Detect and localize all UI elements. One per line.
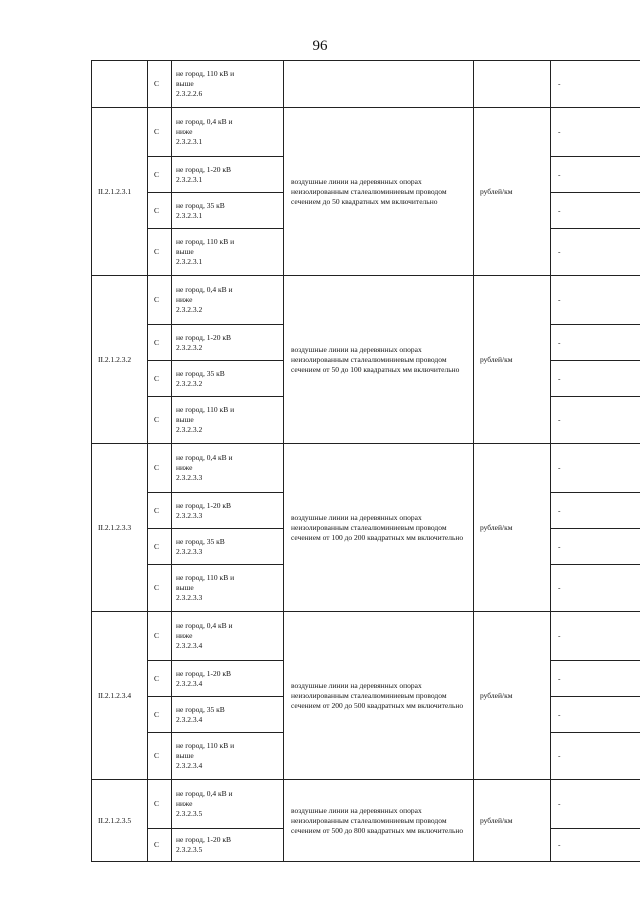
code-cell: II.2.1.2.3.3 (92, 444, 148, 612)
unit-cell: рублей/км (474, 780, 551, 862)
voltage-cell (172, 697, 284, 733)
value-text: - (558, 541, 561, 551)
voltage-line: выше (176, 415, 194, 424)
voltage-cell (172, 444, 284, 493)
voltage-line: выше (176, 79, 194, 88)
voltage-line: не город, 110 кВ и (176, 405, 235, 414)
value-text: - (558, 127, 561, 136)
voltage-cell (172, 565, 284, 612)
voltage-cell (172, 193, 284, 229)
value-text: - (558, 799, 561, 808)
reference-code: 2.3.2.3.5 (176, 809, 203, 818)
voltage-line: ниже (176, 631, 193, 640)
table-row (92, 276, 640, 325)
voltage-cell (172, 780, 284, 829)
value-cell (551, 780, 640, 829)
table-body (92, 61, 640, 862)
voltage-cell (172, 108, 284, 157)
value-cell (551, 733, 640, 780)
value-text: - (558, 415, 561, 424)
reference-code: 2.3.2.3.2 (176, 425, 203, 434)
value-text: - (558, 373, 561, 383)
voltage-cell (172, 157, 284, 193)
reference-code: 2.3.2.3.1 (176, 137, 203, 146)
description-cell: воздушные линии на деревянных опорах неизолированным сталеалюминиевым проводом сечением от 500 до 800 квадратных мм включительно (284, 780, 474, 862)
code-cell: II.2.1.2.3.5 (92, 780, 148, 862)
value-text: - (558, 247, 561, 256)
code-cell: II.2.1.2.3.2 (92, 276, 148, 444)
voltage-line: не город, 110 кВ и (176, 237, 235, 246)
code-cell: II.2.1.2.3.1 (92, 108, 148, 276)
voltage-cell (172, 493, 284, 529)
unit-cell: рублей/км (474, 444, 551, 612)
page-number: 96 (312, 38, 328, 54)
voltage-line: ниже (176, 799, 193, 808)
reference-code: 2.3.2.3.3 (176, 473, 203, 482)
value-text: - (558, 205, 561, 215)
value-text: - (558, 583, 561, 592)
prefix-cell: С (148, 444, 172, 493)
prefix-cell: С (148, 612, 172, 661)
voltage-line: выше (176, 583, 194, 592)
value-text: - (558, 79, 561, 88)
value-cell (551, 661, 640, 697)
description-cell: воздушные линии на деревянных опорах неизолированным сталеалюминиевым проводом сечением до 50 квадратных мм включительно (284, 108, 474, 276)
value-cell (551, 529, 640, 565)
description-cell (284, 61, 474, 108)
voltage-line: выше (176, 751, 194, 760)
value-text: - (558, 840, 561, 849)
prefix-cell: С (148, 229, 172, 276)
voltage-line: не город, 1-20 кВ (176, 835, 231, 844)
voltage-line: ниже (176, 463, 193, 472)
voltage-cell (172, 612, 284, 661)
voltage-line: не город, 35 кВ (176, 536, 225, 546)
voltage-line: не город, 0,4 кВ и (176, 789, 233, 798)
reference-code: 2.3.2.3.1 (176, 257, 203, 266)
voltage-line: не город, 35 кВ (176, 368, 225, 378)
table-row (92, 444, 640, 493)
voltage-cell (172, 325, 284, 361)
value-text: - (558, 463, 561, 472)
table-row (92, 108, 640, 157)
voltage-line: не город, 0,4 кВ и (176, 453, 233, 462)
voltage-line: не город, 110 кВ и (176, 573, 235, 582)
voltage-cell (172, 733, 284, 780)
voltage-line: не город, 110 кВ и (176, 741, 235, 750)
voltage-line: не город, 1-20 кВ (176, 164, 231, 174)
unit-cell: рублей/км (474, 276, 551, 444)
prefix-cell: С (148, 157, 172, 193)
tariff-table (91, 60, 640, 862)
voltage-cell (172, 661, 284, 697)
value-text: - (558, 169, 561, 179)
value-cell (551, 444, 640, 493)
voltage-cell (172, 829, 284, 862)
prefix-cell: С (148, 493, 172, 529)
voltage-cell (172, 529, 284, 565)
reference-code: 2.3.2.3.1 (176, 210, 203, 220)
reference-code: 2.3.2.3.5 (176, 845, 203, 854)
table-row (92, 612, 640, 661)
voltage-line: не город, 0,4 кВ и (176, 621, 233, 630)
value-cell (551, 361, 640, 397)
prefix-cell: С (148, 397, 172, 444)
value-cell (551, 697, 640, 733)
value-text: - (558, 631, 561, 640)
value-cell (551, 193, 640, 229)
code-cell: II.2.1.2.3.4 (92, 612, 148, 780)
voltage-line: не город, 1-20 кВ (176, 668, 231, 678)
reference-code: 2.3.2.2.6 (176, 89, 203, 98)
prefix-cell: С (148, 697, 172, 733)
value-text: - (558, 751, 561, 760)
reference-code: 2.3.2.3.2 (176, 342, 203, 352)
value-text: - (558, 295, 561, 304)
value-cell (551, 157, 640, 193)
value-cell (551, 612, 640, 661)
reference-code: 2.3.2.3.4 (176, 641, 203, 650)
description-cell: воздушные линии на деревянных опорах неизолированным сталеалюминиевым проводом сечением от 50 до 100 квадратных мм включительно (284, 276, 474, 444)
reference-code: 2.3.2.3.2 (176, 305, 203, 314)
voltage-line: выше (176, 247, 194, 256)
prefix-cell: С (148, 61, 172, 108)
value-cell (551, 276, 640, 325)
value-cell (551, 325, 640, 361)
prefix-cell: С (148, 829, 172, 862)
reference-code: 2.3.2.3.1 (176, 174, 203, 184)
reference-code: 2.3.2.3.2 (176, 378, 203, 388)
reference-code: 2.3.2.3.3 (176, 593, 203, 602)
prefix-cell: С (148, 529, 172, 565)
reference-code: 2.3.2.3.4 (176, 714, 203, 724)
voltage-line: не город, 35 кВ (176, 200, 225, 210)
value-cell (551, 397, 640, 444)
code-cell (92, 61, 148, 108)
prefix-cell: С (148, 780, 172, 829)
voltage-line: не город, 0,4 кВ и (176, 285, 233, 294)
prefix-cell: С (148, 733, 172, 780)
prefix-cell: С (148, 661, 172, 697)
prefix-cell: С (148, 108, 172, 157)
prefix-cell: С (148, 325, 172, 361)
prefix-cell: С (148, 276, 172, 325)
prefix-cell: С (148, 193, 172, 229)
reference-code: 2.3.2.3.3 (176, 546, 203, 556)
voltage-line: не город, 35 кВ (176, 704, 225, 714)
reference-code: 2.3.2.3.4 (176, 678, 203, 688)
description-cell: воздушные линии на деревянных опорах неизолированным сталеалюминиевым проводом сечением от 200 до 500 квадратных мм включительно (284, 612, 474, 780)
voltage-cell (172, 61, 284, 108)
voltage-line: не город, 1-20 кВ (176, 332, 231, 342)
value-cell (551, 229, 640, 276)
unit-cell (474, 61, 551, 108)
value-text: - (558, 505, 561, 515)
prefix-cell: С (148, 565, 172, 612)
unit-cell: рублей/км (474, 612, 551, 780)
voltage-cell (172, 361, 284, 397)
value-cell (551, 493, 640, 529)
reference-code: 2.3.2.3.3 (176, 510, 203, 520)
voltage-line: не город, 110 кВ и (176, 69, 235, 78)
voltage-line: ниже (176, 295, 193, 304)
voltage-line: не город, 0,4 кВ и (176, 117, 233, 126)
value-text: - (558, 337, 561, 347)
prefix-cell: С (148, 361, 172, 397)
value-cell (551, 108, 640, 157)
value-text: - (558, 709, 561, 719)
value-text: - (558, 673, 561, 683)
value-cell (551, 829, 640, 862)
voltage-cell (172, 276, 284, 325)
table-row (92, 61, 640, 108)
description-cell: воздушные линии на деревянных опорах неизолированным сталеалюминиевым проводом сечением от 100 до 200 квадратных мм включительно (284, 444, 474, 612)
table-row (92, 780, 640, 829)
reference-code: 2.3.2.3.4 (176, 761, 203, 770)
voltage-line: ниже (176, 127, 193, 136)
unit-cell: рублей/км (474, 108, 551, 276)
voltage-cell (172, 229, 284, 276)
voltage-cell (172, 397, 284, 444)
voltage-line: не город, 1-20 кВ (176, 500, 231, 510)
value-cell (551, 565, 640, 612)
value-cell (551, 61, 640, 108)
